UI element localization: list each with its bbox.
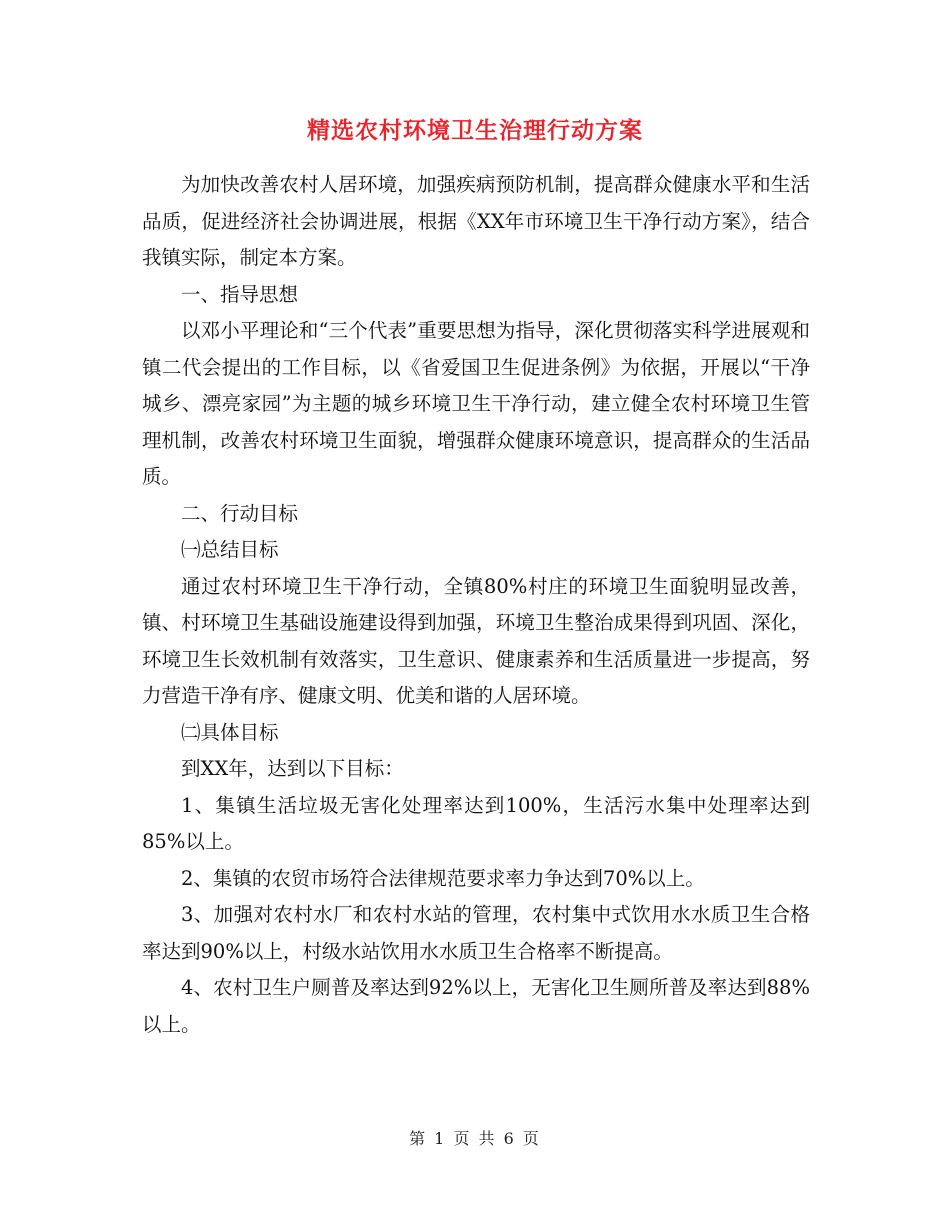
list-item-4: 4、农村卫生户厕普及率达到92%以上，无害化卫生厕所普及率达到88%以上。 bbox=[142, 976, 810, 1036]
document-body bbox=[142, 167, 810, 1043]
heading-guiding-ideology: 一、指导思想 bbox=[181, 282, 299, 306]
list-item-2: 2、集镇的农贸市场符合法律规范要求率力争达到70%以上。 bbox=[181, 866, 705, 890]
paragraph-target-year: 到XX年，达到以下目标： bbox=[181, 757, 404, 780]
paragraph-intro: 为加快改善农村人居环境，加强疾病预防机制，提高群众健康水平和生活品质，促进经济社会协调进展，根据《XX年市环境卫生干净行动方案》，结合我镇实际，制定本方案。 bbox=[142, 173, 810, 269]
document-title: 精选农村环境卫生治理行动方案 bbox=[307, 117, 643, 144]
list-item-1: 1、集镇生活垃圾无害化处理率达到100%，生活污水集中处理率达到85%以上。 bbox=[142, 793, 810, 853]
paragraph-guiding-ideology: 以邓小平理论和“三个代表”重要思想为指导，深化贯彻落实科学进展观和镇二代会提出的工作目标，以《省爱国卫生促进条例》为依据，开展以“干净城乡、漂亮家园”为主题的城乡环境卫生干净行动，建立健全农村环境卫生管理机制，改善农村环境卫生面貌，增强群众健康环境意识，提高群众的生活品质。 bbox=[142, 319, 810, 488]
subheading-overall-goals: ㈠总结目标 bbox=[181, 538, 279, 561]
paragraph-overall-goals: 通过农村环境卫生干净行动，全镇80%村庄的环境卫生面貌明显改善，镇、村环境卫生基础设施建设得到加强，环境卫生整治成果得到巩固、深化，环境卫生长效机制有效落实，卫生意识、健康素养和生活质量进一步提高，努力营造干净有序、健康文明、优美和谐的人居环境。 bbox=[142, 574, 810, 707]
heading-action-goals: 二、行动目标 bbox=[181, 501, 299, 525]
subheading-specific-goals: ㈡具体目标 bbox=[181, 720, 279, 744]
list-item-3: 3、加强对农村水厂和农村水站的管理，农村集中式饮用水水质卫生合格率达到90%以上，村级水站饮用水水质卫生合格率不断提高。 bbox=[142, 903, 810, 963]
page-number-footer: 第 1 页 共 6 页 bbox=[409, 1129, 541, 1148]
